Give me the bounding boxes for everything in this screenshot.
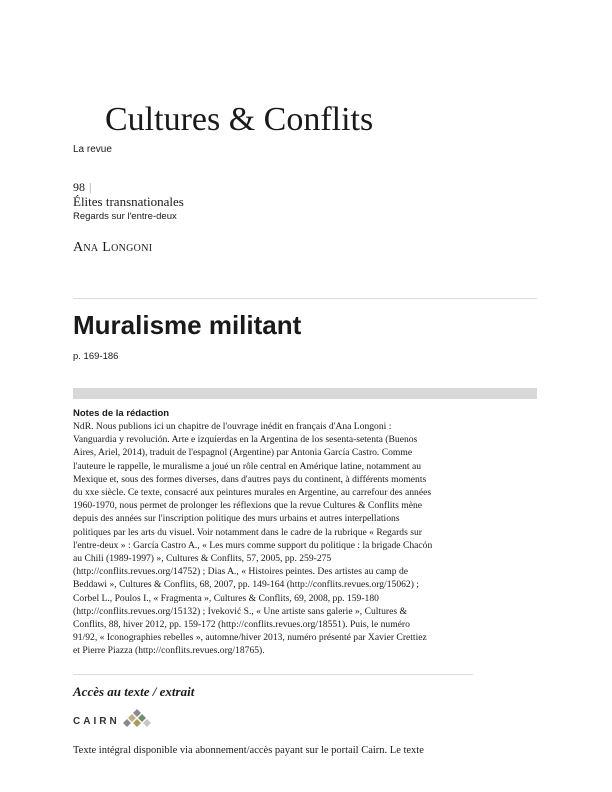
- issue-subtitle: Regards sur l'entre-deux: [73, 211, 177, 222]
- notes-line: au Chili (1989-1997) », Cultures & Conflits, 57, 2005, pp. 259-275: [73, 553, 332, 565]
- notes-line: depuis des années sur l'inscription politique des murs urbains et autres interpellations: [73, 513, 400, 525]
- journal-title[interactable]: Cultures & Conflits: [105, 101, 374, 138]
- notes-line: l'entre-deux » : García Castro A., « Les murs comme support du politique : la brigade Chacón: [73, 539, 433, 551]
- notes-line: Vanguardia y revolución. Arte e izquierdas en la Argentina de los sesenta-setenta (Buenos: [73, 434, 418, 446]
- notes-line: 91/92, « Iconographies rebelles », automne/hiver 2013, numéro présenté par Xavier Crettiez: [73, 632, 427, 644]
- divider-middle: [73, 674, 473, 675]
- notes-line: du xxe siècle. Ce texte, consacré aux peintures murales en Argentine, au carrefour des années: [73, 487, 432, 499]
- diamond-shape: [123, 719, 131, 727]
- access-heading: Accès au texte / extrait: [73, 684, 195, 699]
- notes-line: Corbel L., Poulos I., « Fragmenta », Cultures & Conflits, 69, 2008, pp. 159-180: [73, 592, 379, 604]
- notes-line: Aires, Ariel, 2014), traduit de l'espagnol (Argentine) par Antonia García Castro. Comme: [73, 447, 413, 459]
- notes-line: (http://conflits.revues.org/14752) ; Dias A., « Histoires peintes. Des artistes au camp de: [73, 566, 409, 578]
- notes-body: [73, 420, 473, 658]
- cairn-logo-text: CAIRN: [73, 715, 120, 727]
- notes-line: politiques par les arts du visuel. Voir notamment dans le cadre de la rubrique « Regards sur: [73, 526, 422, 538]
- notes-line: NdR. Nous publions ici un chapitre de l'ouvrage inédit en français d'Ana Longoni :: [73, 421, 392, 432]
- notes-line: Conflits, 88, hiver 2012, pp. 159-172 (http://conflits.revues.org/18551). Puis, le numéro: [73, 619, 410, 631]
- diamond-shape: [138, 714, 146, 722]
- issue-number[interactable]: [73, 180, 91, 194]
- journal-subtitle: La revue: [73, 144, 112, 155]
- notes-line: 1960-1970, nous permet de prolonger les réflexions que la revue Cultures & Conflits mène: [73, 500, 423, 512]
- access-text: Texte intégral disponible via abonnement/accès payant sur le portail Cairn. Le texte: [73, 745, 424, 756]
- issue-number-value[interactable]: 98: [73, 180, 85, 194]
- notes-line: (http://conflits.revues.org/15132) ; Iveković S., « Une artiste sans galerie », Cultures &: [73, 605, 407, 617]
- notes-line: et Pierre Piazza (http://conflits.revues.org/18765).: [73, 645, 265, 657]
- cairn-logo[interactable]: [73, 709, 152, 733]
- section-band: [73, 388, 537, 399]
- diamond-shape: [133, 719, 141, 727]
- author-name[interactable]: Ana Longoni: [73, 240, 153, 255]
- notes-line: Mexique et, sous des formes diverses, dans d'autres pays du continent, à différents moments: [73, 473, 427, 485]
- notes-line: l'auteure le rappelle, le muralisme a joué un rôle central en Amérique latine, notamment au: [73, 460, 422, 472]
- issue-title[interactable]: Élites transnationales: [73, 194, 184, 209]
- diamond-shape: [133, 709, 141, 717]
- issue-separator: |: [89, 180, 92, 194]
- notes-heading: Notes de la rédaction: [73, 408, 170, 419]
- cairn-diamonds-icon: [122, 709, 152, 733]
- diamond-shape: [143, 719, 151, 727]
- article-title: Muralisme militant: [73, 310, 302, 340]
- notes-line: Beddawi », Cultures & Conflits, 68, 2007, pp. 149-164 (http://conflits.revues.org/15062) ;: [73, 579, 419, 591]
- divider-top: [73, 298, 537, 299]
- diamond-shape: [128, 714, 136, 722]
- page-range: p. 169-186: [73, 351, 119, 362]
